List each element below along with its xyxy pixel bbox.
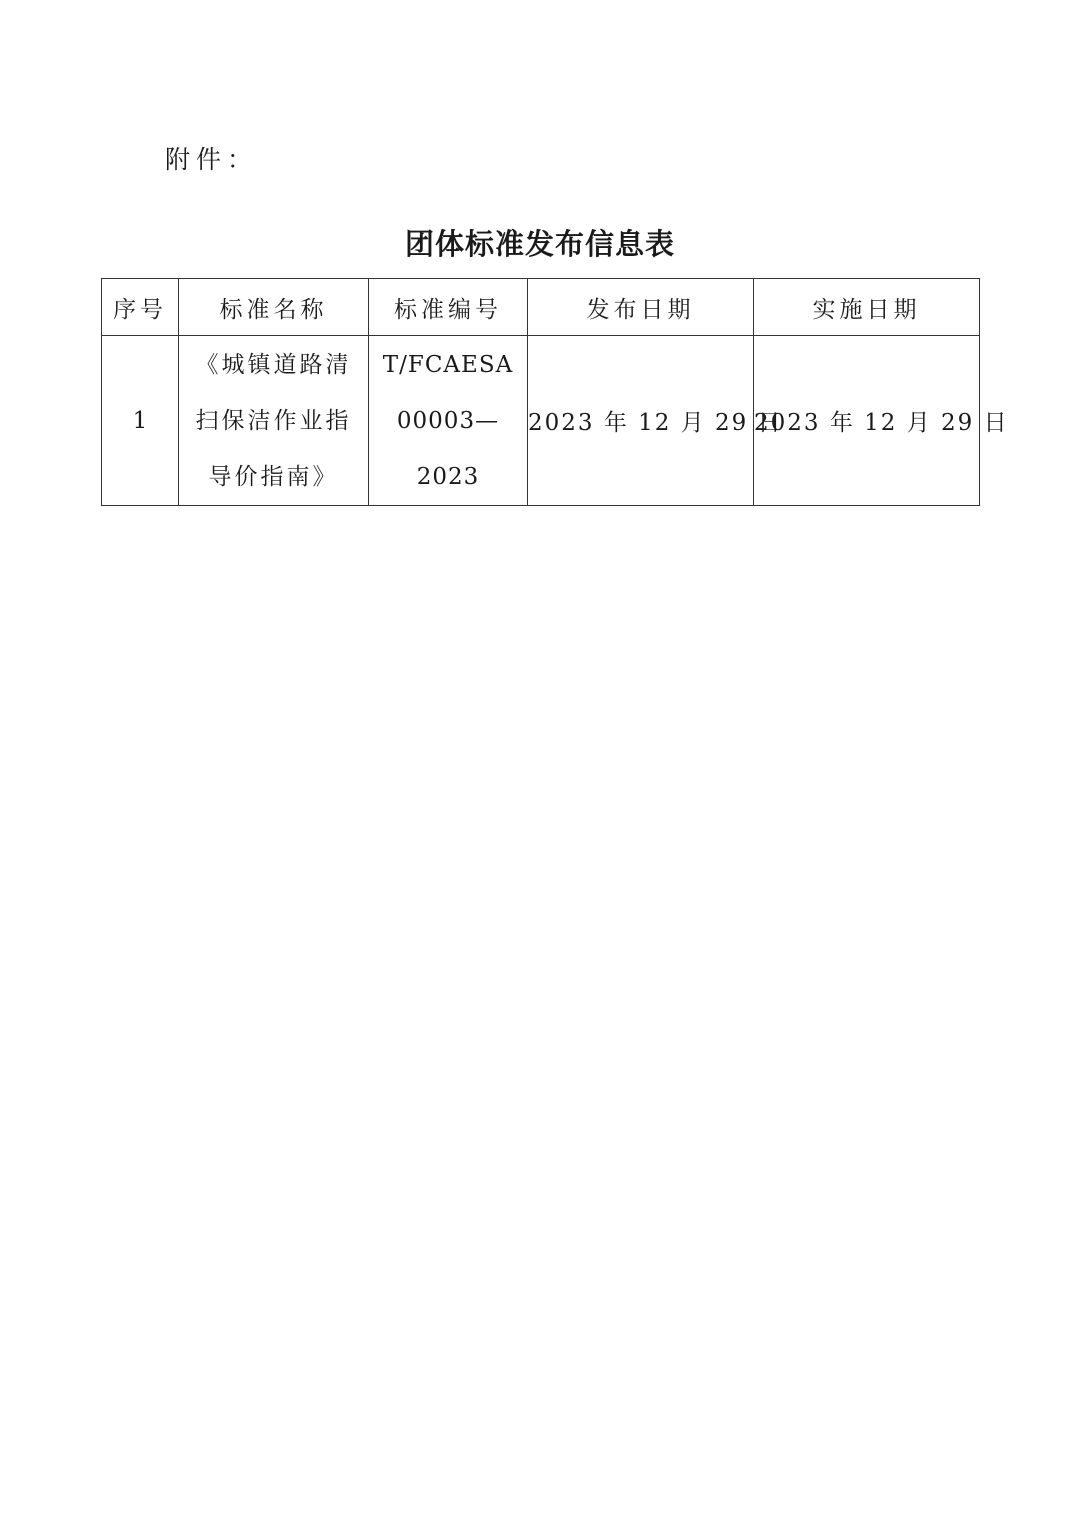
table-row bbox=[102, 336, 980, 506]
header-seq: 序号 bbox=[102, 279, 179, 336]
header-standard-code: 标准编号 bbox=[369, 279, 528, 336]
standards-info-table bbox=[101, 278, 1009, 506]
attachment-label: 附件： bbox=[165, 145, 259, 174]
header-effective-date: 实施日期 bbox=[754, 279, 980, 336]
cell-standard-name: 《城镇道路清扫保洁作业指导价指南》 bbox=[179, 336, 369, 506]
standard-code-prefix: T/FCAESA bbox=[382, 351, 514, 378]
header-standard-name: 标准名称 bbox=[179, 279, 369, 336]
cell-publish-date: 2023 年 12 月 29 日 bbox=[528, 336, 754, 506]
cell-standard-code bbox=[369, 336, 528, 506]
header-publish-date: 发布日期 bbox=[528, 279, 754, 336]
standard-code-number: 00003—2023 bbox=[396, 407, 500, 490]
page-title: 团体标准发布信息表 bbox=[404, 227, 675, 261]
cell-seq: 1 bbox=[102, 336, 179, 506]
table-header-row bbox=[102, 279, 980, 336]
cell-effective-date: 2023 年 12 月 29 日 bbox=[754, 336, 980, 506]
